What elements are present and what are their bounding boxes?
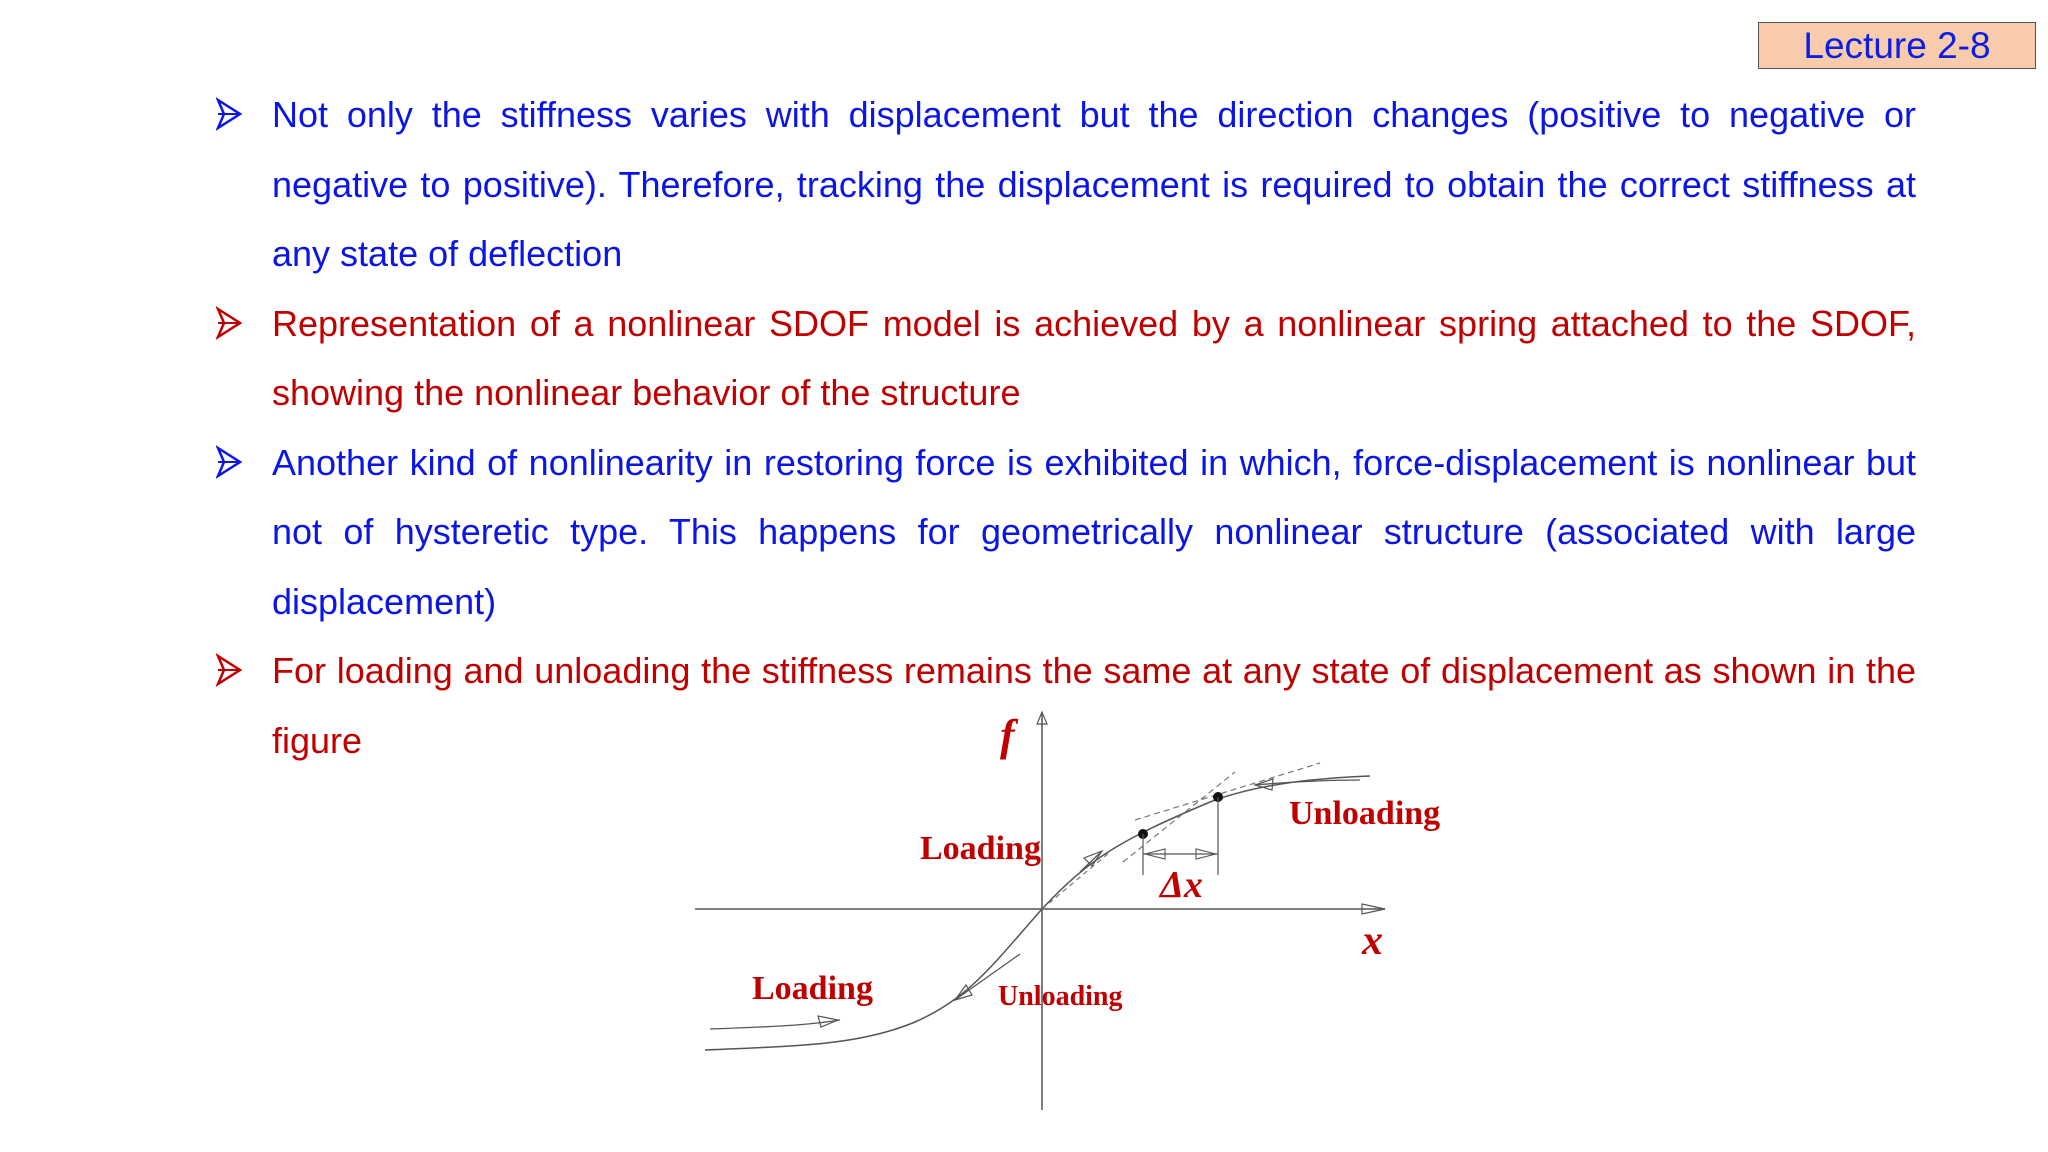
bullet-item <box>216 428 1916 637</box>
tangent-line-origin <box>1042 852 1110 909</box>
upper-unloading-label: Unloading <box>1289 795 1441 832</box>
arrow-bullet-icon <box>216 652 242 688</box>
lower-unloading-label: Unloading <box>998 981 1123 1012</box>
upper-unloading-path <box>1255 780 1360 785</box>
lecture-number-badge: Lecture 2-8 <box>1758 22 2036 69</box>
arrow-bullet-icon <box>216 444 242 480</box>
bullet-item <box>216 289 1916 428</box>
bullet-text: Representation of a nonlinear SDOF model is achieved by a nonlinear spring attached to the SDOF, showing the nonlinear behavior of the structure <box>272 302 1916 413</box>
upper-loading-label: Loading <box>920 830 1041 867</box>
bullet-list <box>216 80 1916 775</box>
force-displacement-diagram <box>680 700 1480 1120</box>
arrow-bullet-icon <box>216 96 242 132</box>
bullet-text: Another kind of nonlinearity in restoring force is exhibited in which, force-displacement is nonlinear but not of hysteretic type. This happens for geometrically nonlinear structure (associated with large displacement) <box>272 441 1916 622</box>
arrow-bullet-icon <box>216 305 242 341</box>
lower-loading-label: Loading <box>752 970 873 1007</box>
x-axis-label: x <box>1362 918 1383 964</box>
bullet-text: Not only the stiffness varies with displacement but the direction changes (positive to negative or negative to positive). Therefore, tracking the displacement is required to obtain the correct stiffness at any state of deflection <box>272 94 1916 274</box>
bullet-text: For loading and unloading the stiffness remains the same at any state of displacement as shown in the figure <box>272 650 1916 761</box>
delta-x-label: Δx <box>1160 864 1203 906</box>
f-axis-label: f <box>1000 711 1015 760</box>
bullet-item <box>216 80 1916 289</box>
